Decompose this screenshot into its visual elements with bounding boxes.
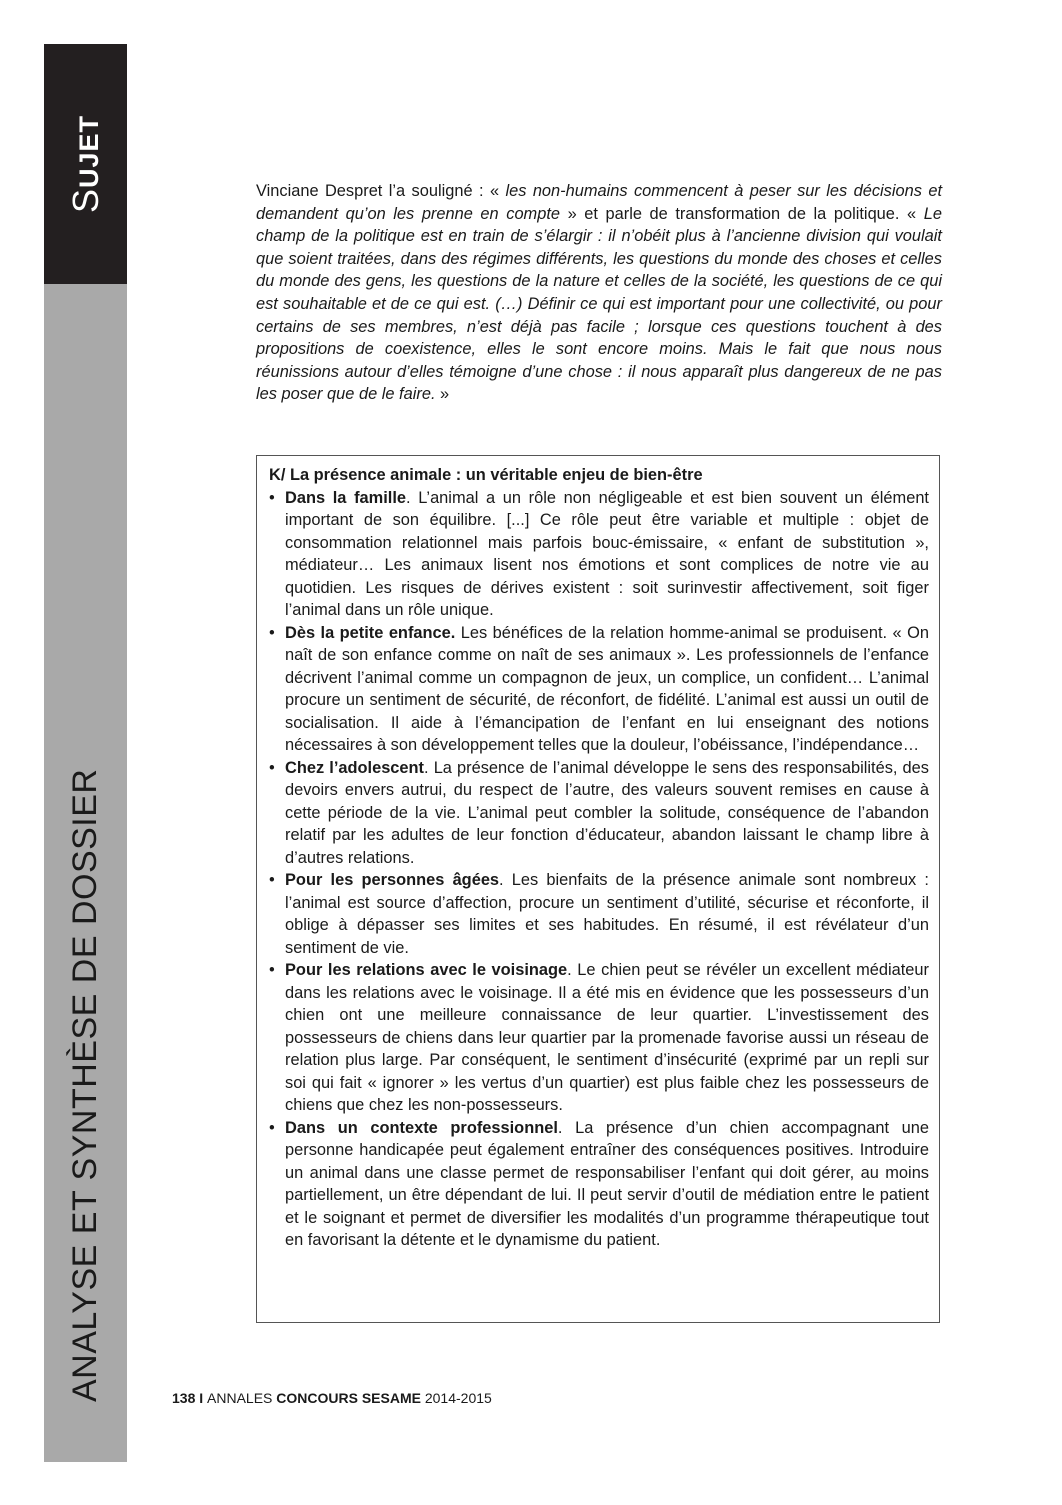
bullet-item: • Dès la petite enfance. Les bénéfices de la relation homme-animal se produisent. « On naît de son enfance comme on naît de ses animaux ». Les professionnels de l’enfance décrivent l’animal comme un compagnon de jeux, un complice, un confident… L’animal procure un sentiment de sécurité, de réconfort, de fidélité. L’animal est aussi un outil de socialisation. Il aide à l’émancipation de l’enfant en lui enseignant des notions nécessaires à son développement telles que la douleur, l’obéissance, l’indépendance… (269, 623, 929, 754)
page-number: 138 (172, 1390, 196, 1406)
bullet-item: • Dans la famille. L’animal a un rôle non négligeable et est bien souvent un élément important de son équilibre. [...] Ce rôle peut être variable et multiple : objet de consommation relationnel mais parfois bouc-émissaire, « enfant de substitution », médiateur… Les animaux lisent nos émotions et sont complices de notre vie au quotidien. Les risques de dérives existent : soit surinvestir affectivement, soit figer l’animal dans un rôle unique. (269, 488, 929, 619)
bullet-icon: • (269, 1118, 275, 1137)
bullet-item: • Chez l’adolescent. La présence de l’animal développe le sens des responsabilités, des devoirs envers autrui, du respect de l’autre, des valeurs souvent remises en cause à cette période de la vie. L’animal peut combler la solitude, conséquence de l’abandon relatif par les adultes de leur fonction d’éducateur, abandon laissant le champ libre à d’autres relations. (269, 758, 929, 867)
bullet-item: • Pour les relations avec le voisinage. Le chien peut se révéler un excellent médiateur dans les relations avec le voisinage. Il a été mis en évidence que les possesseurs d’un chien ont une meilleure connaissance de leur quartier. L’investissement des possesseurs de chiens dans leur quartier par la promenade favorise aussi un réseau de relation plus large. Par conséquent, le sentiment d’insécurité (exprimé par un repli sur soi qui fait « ignorer » les vertus d’un quartier) est plus faible chez les possesseurs de chiens que chez les non-possesseurs. (269, 961, 929, 1114)
bullet-icon: • (269, 871, 275, 889)
section-tag-block (44, 44, 127, 284)
boxed-section (256, 455, 940, 1323)
page-footer: 138 I ANNALES CONCOURS SESAME 2014-2015 (172, 1390, 492, 1406)
bullet-list (269, 487, 929, 1252)
bullet-icon: • (269, 961, 275, 979)
section-title-band (44, 284, 127, 1462)
intro-paragraph: Vinciane Despret l’a souligné : « les non-humains commencent à peser sur les décisions et demandent qu’on les prenne en compte » et parle de transformation de la politique. « Le champ de la politique est en train de s’élargir : il n’obéit plus à l’ancienne division qui voulait que soient traitées, dans des régimes différents, les questions du monde des choses et celles du monde des gens, les questions de la nature et celles de la société, les questions de ce qui est souhaitable et de ce qui est. (…) Définir ce qui est important pour une collectivité, ou pour certains de ses membres, n’est déjà pas facile ; lorsque ces questions touchent à des propositions de coexistence, elles le sont encore moins. Mais le fait que nous nous réunissions autour d’elles témoigne d’une chose : il nous apparaît plus dangereux de ne pas les poser que de le faire. » (256, 182, 943, 404)
section-tag: SUJET (64, 114, 106, 214)
box-title: K/ La présence animale : un véritable enjeu de bien-être (269, 466, 703, 484)
bullet-item: • Pour les personnes âgées. Les bienfaits de la présence animale sont nombreux : l’animal est source d’affection, procure un sentiment d’utilité, sécurise et réconforte, il oblige à dépasser ses limites et ses habitudes. En résumé, il est révélateur d’un sentiment de vie. (269, 871, 929, 957)
bullet-icon: • (269, 623, 275, 642)
bullet-item: • Dans un contexte professionnel. La présence d’un chien accompagnant une personne handicapée peut également entraîner des conséquences positives. Introduire un animal dans une classe permet de responsabiliser l’enfant qui doit gérer, au moins partiellement, un être dépendant de lui. Il peut servir d’outil de médiation entre le patient et le soignant et permet de diversifier les modalités d’un programme thérapeutique tout en favorisant la détente et le dynamisme du patient. (269, 1118, 929, 1249)
section-title: ANALYSE ET SYNTHÈSE DE DOSSIER (66, 768, 104, 1402)
bullet-icon: • (269, 758, 275, 777)
bullet-icon: • (269, 488, 275, 507)
